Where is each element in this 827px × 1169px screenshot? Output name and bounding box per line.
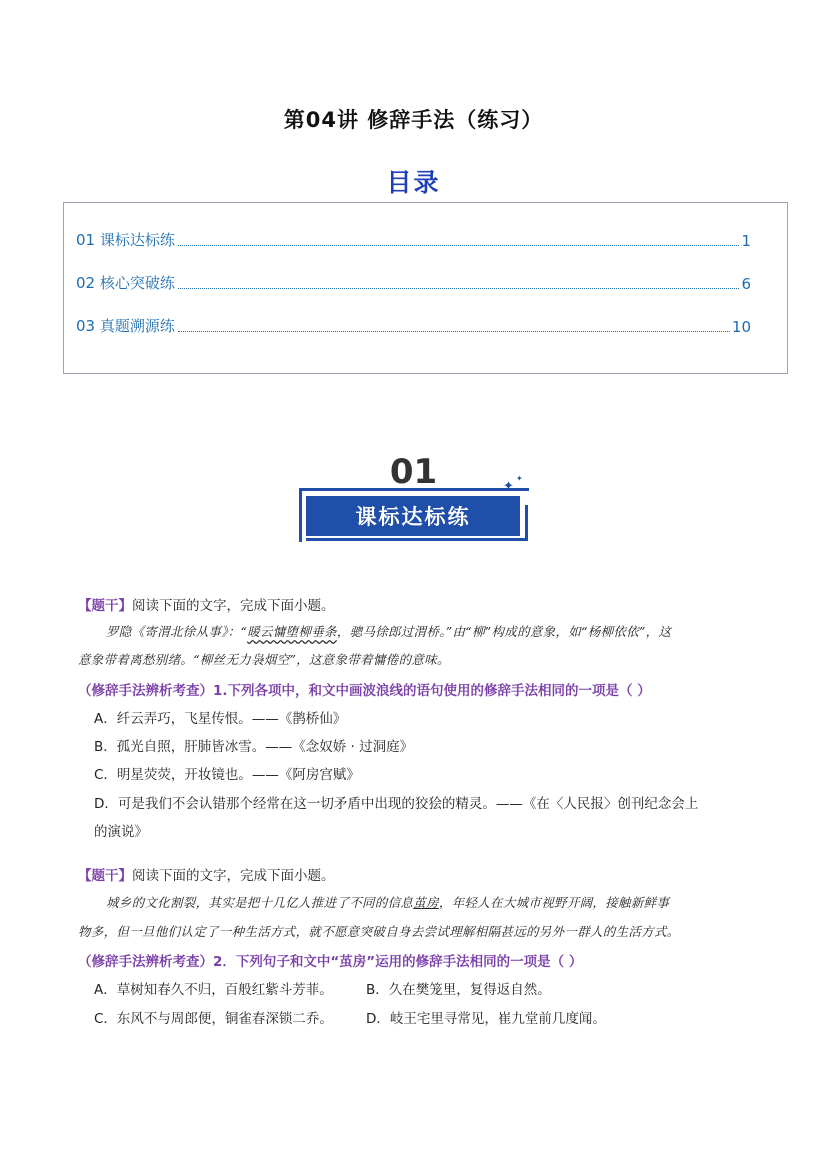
q1-passage-line-1	[106, 622, 671, 640]
q1-option-a[interactable]: A．纤云弄巧，飞星传恨。——《鹊桥仙》	[94, 711, 347, 727]
passage-text: ，年轻人在大城市视野开阔，接触新鲜事	[438, 895, 670, 910]
toc-entry-2[interactable]	[76, 273, 751, 293]
toc-entry-label: 02 核心突破练	[76, 274, 175, 292]
toc-leader-dots	[178, 288, 740, 289]
q2-passage-line-2: 物多，但一旦他们认定了一种生活方式，就不愿意突破自身去尝试理解相隔甚远的另外一群人的生活方式。	[78, 924, 680, 939]
section-right-line	[525, 505, 528, 541]
wavy-underlined-sentence: 暖云慵堕柳垂条	[247, 624, 337, 639]
passage-text: ，骢马徐郎过渭桥。”由“柳”构成的意象，如“杨柳依依”，这	[336, 624, 672, 639]
toc-entry-label: 01 课标达标练	[76, 231, 175, 249]
stem-tag: 【题干】	[78, 868, 132, 884]
stem-text: 阅读下面的文字，完成下面小题。	[132, 598, 335, 614]
section-title-banner: 课标达标练	[306, 496, 520, 536]
toc-heading: 目录	[386, 168, 441, 197]
q2-option-c[interactable]: C．东风不与周郎便，铜雀春深锁二乔。	[94, 1011, 333, 1027]
table-of-contents	[63, 202, 788, 374]
toc-entry-1[interactable]	[76, 230, 751, 250]
section-underline	[306, 538, 528, 541]
q1-question: （修辞手法辨析考查）1.下列各项中，和文中画波浪线的语句使用的修辞手法相同的一项是（ ）	[78, 683, 651, 699]
page-title: 第04讲 修辞手法（练习）	[283, 108, 544, 132]
stem-tag: 【题干】	[78, 598, 132, 614]
passage-text: 罗隐《寄渭北徐从事》：“	[106, 624, 248, 639]
q1-option-d[interactable]: D．可是我们不会认错那个经常在这一切矛盾中出现的狡狯的精灵。——《在〈人民报〉创刊纪念会上	[94, 796, 699, 812]
toc-entry-label: 03 真题溯源练	[76, 317, 175, 335]
passage-text: 城乡的文化割裂，其实是把十几亿人推进了不同的信息	[106, 895, 414, 910]
section-number: 01	[389, 452, 438, 492]
sparkle-icon: ✦	[516, 474, 523, 483]
toc-entry-3[interactable]	[76, 316, 751, 336]
q1-option-d-cont: 的演说》	[94, 824, 148, 840]
toc-entry-page: 6	[741, 275, 751, 293]
q2-stem	[78, 864, 335, 884]
underlined-word: 茧房	[413, 895, 439, 910]
q2-option-b[interactable]: B．久在樊笼里，复得返自然。	[366, 982, 551, 998]
toc-entry-page: 1	[741, 232, 751, 250]
toc-entry-page: 10	[731, 318, 751, 336]
q2-option-d[interactable]: D．岐王宅里寻常见，崔九堂前几度闻。	[366, 1011, 606, 1027]
sparkle-icon: ✦	[503, 479, 514, 494]
q1-stem	[78, 594, 335, 614]
q2-passage-line-1	[106, 893, 669, 911]
stem-text: 阅读下面的文字，完成下面小题。	[132, 868, 335, 884]
q1-option-b[interactable]: B．孤光自照，肝肺皆冰雪。——《念奴娇 · 过洞庭》	[94, 739, 414, 755]
q2-option-a[interactable]: A．草树知春久不归，百般红紫斗芳菲。	[94, 982, 333, 998]
q1-option-c[interactable]: C．明星荧荧，开妆镜也。——《阿房宫赋》	[94, 767, 360, 783]
q1-passage-line-2: 意象带着离愁别绪。“柳丝无力袅烟空”，这意象带着慵倦的意味。	[78, 652, 450, 667]
q2-question: （修辞手法辨析考查）2．下列句子和文中“茧房”运用的修辞手法相同的一项是（ ）	[78, 954, 583, 970]
toc-leader-dots	[178, 245, 740, 246]
toc-leader-dots	[178, 331, 730, 332]
